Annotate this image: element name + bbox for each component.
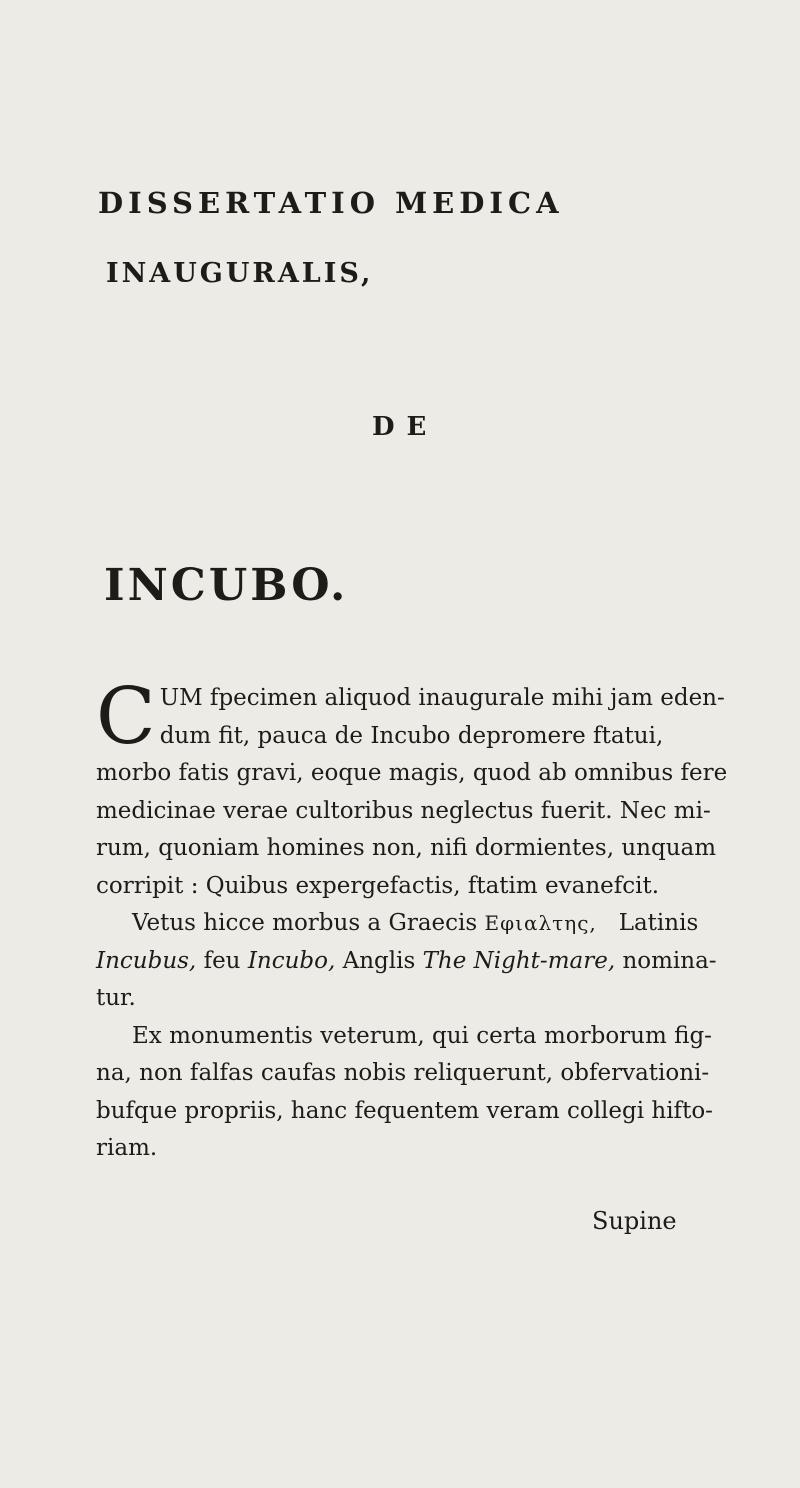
subject-heading: INCUBO. xyxy=(104,560,349,611)
inaugural-heading: INAUGURALIS, xyxy=(106,258,374,289)
paragraph-2-text-c: feu xyxy=(203,947,241,974)
paragraph-3-line-1: Ex monumentis veterum, qui certa morborum fig- xyxy=(132,1022,712,1049)
paragraph-1-line-5: rum, quoniam homines non, nifi dormientes, unquam xyxy=(96,835,717,861)
paragraph-1-line-3: morbo fatis gravi, eoque magis, quod ab omnibus fere xyxy=(96,760,728,786)
paragraph-2 xyxy=(96,905,717,1018)
body-text xyxy=(96,672,728,1168)
paragraph-3-line-4: riam. xyxy=(96,1135,158,1161)
paragraph-2-text-a: Vetus hicce morbus a Graecis xyxy=(132,910,478,936)
paragraph-1-line-2: dum fit, pauca de Incubo depromere ftatui, xyxy=(159,722,664,749)
paragraph-2-line-3: tur. xyxy=(96,985,136,1011)
paragraph-1-line-4: medicinae verae cultoribus neglectus fuerit. Nec mi- xyxy=(96,797,711,824)
greek-term: Εφιαλτης, xyxy=(484,911,597,935)
paragraph-3-line-2: na, non falfas caufas nobis reliquerunt, obfervationi- xyxy=(96,1060,710,1086)
english-term: The Night-mare, xyxy=(422,947,616,974)
paragraph-2-text-e: nomina- xyxy=(622,947,717,974)
paragraph-3 xyxy=(96,1018,713,1168)
paragraph-1-line-6: corripit : Quibus expergefactis, ftatim evanefcit. xyxy=(96,872,660,899)
catchword: Supine xyxy=(592,1207,677,1235)
dissertation-title: DISSERTATIO MEDICA xyxy=(98,186,564,220)
paragraph-1 xyxy=(96,672,728,905)
latin-term-incubo: Incubo, xyxy=(247,947,336,974)
paragraph-2-text-d: Anglis xyxy=(342,947,416,974)
paragraph-3-line-3: bufque propriis, hanc fequentem veram collegi hifto- xyxy=(96,1097,713,1124)
paragraph-1-line-1: UM fpecimen aliquod inaugurale mihi jam eden- xyxy=(159,685,725,711)
paragraph-2-line-1 xyxy=(96,905,699,943)
de-heading: DE xyxy=(372,412,439,442)
paragraph-2-line-2 xyxy=(96,943,717,981)
paragraph-2-text-b: Latinis xyxy=(618,910,699,936)
latin-term-incubus: Incubus, xyxy=(96,947,197,974)
drop-cap: C xyxy=(96,672,156,762)
